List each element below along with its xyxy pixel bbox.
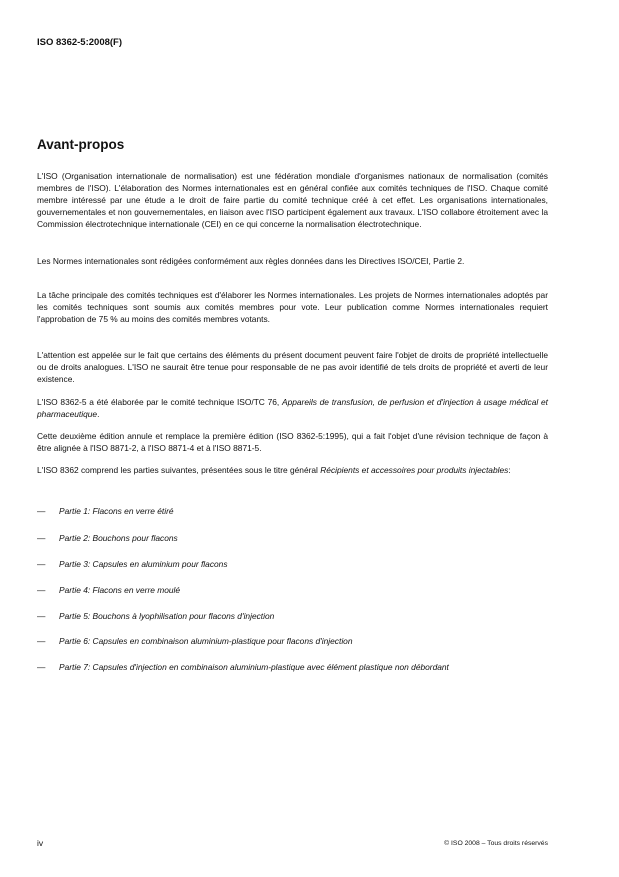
paragraph-iso-intro: L'ISO (Organisation internationale de normalisation) est une fédération mondiale d'organismes nationaux de normalisation (comités membres de l'ISO). L'élaboration des Normes internationales est en général confiée aux comités techniques de l'ISO. Chaque comité membre intéressé par une étude a le droit de faire partie du comité technique créé à cet effet. Les organisations internationales, gouvernementales et non gouvernementales, en liaison avec l'ISO participent également aux travaux. L'ISO collabore étroitement avec la Commission électrotechnique internationale (CEI) en ce qui concerne la normalisation électrotechnique. — [37, 171, 548, 229]
dash: — — [37, 533, 46, 543]
paragraph-edition: Cette deuxième édition annule et remplace la première édition (ISO 8362-5:1995), qui a fait l'objet d'une révision technique de façon à être alignée à l'ISO 8871-2, à l'ISO 8871-4 et à l'ISO 8871-5. — [37, 431, 548, 453]
dash: — — [37, 636, 46, 646]
general-title: Récipients et accessoires pour produits injectables — [320, 465, 509, 475]
paragraph-parts-intro — [37, 464, 548, 476]
dash: — — [37, 662, 46, 672]
document-id-header: ISO 8362-5:2008(F) — [37, 37, 123, 48]
part-label: Partie 3: Capsules en aluminium pour flacons — [59, 559, 228, 569]
part-label: Partie 5: Bouchons à lyophilisation pour flacons d'injection — [59, 611, 275, 621]
text: L'ISO 8362 comprend les parties suivantes, présentées sous le titre général — [37, 465, 321, 475]
list-item — [37, 584, 180, 596]
copyright-notice: © ISO 2008 – Tous droits réservés — [444, 840, 548, 847]
list-item — [37, 661, 449, 673]
paragraph-prepared-by — [37, 396, 548, 420]
text: : — [508, 465, 511, 475]
text: . — [97, 409, 100, 419]
part-label: Partie 1: Flacons en verre étiré — [59, 506, 174, 516]
part-label: Partie 7: Capsules d'injection en combinaison aluminium-plastique avec élément plastique non débordant — [59, 662, 449, 672]
list-item — [37, 532, 178, 544]
list-item — [37, 635, 353, 647]
committee-title: Appareils de transfusion, de perfusion et d'injection à usage médical et pharmaceutique — [37, 397, 548, 419]
section-title: Avant-propos — [37, 137, 125, 152]
dash: — — [37, 585, 46, 595]
paragraph-committee-task: La tâche principale des comités techniques est d'élaborer les Normes internationales. Les projets de Normes internationales adoptés par les comités techniques sont soumis aux comités membres pour vote. Leur publication comme Normes internationales requiert l'approbation de 75 % au moins des comités membres votants. — [37, 290, 548, 324]
part-label: Partie 2: Bouchons pour flacons — [59, 533, 178, 543]
list-item — [37, 558, 228, 570]
paragraph-patent-notice: L'attention est appelée sur le fait que certains des éléments du présent document peuvent faire l'objet de droits de propriété intellectuelle ou de droits analogues. L'ISO ne saurait être tenue pour responsable de ne pas avoir identifié de tels droits de propriété et averti de leur existence. — [37, 350, 548, 384]
page-number: iv — [37, 838, 44, 848]
part-label: Partie 4: Flacons en verre moulé — [59, 585, 181, 595]
text: L'ISO 8362-5 a été élaborée par le comité technique ISO/TC 76, — [37, 397, 282, 407]
list-item — [37, 505, 174, 517]
paragraph-directives: Les Normes internationales sont rédigées conformément aux règles données dans les Directives ISO/CEI, Partie 2. — [37, 256, 465, 266]
dash: — — [37, 506, 46, 516]
list-item — [37, 610, 274, 622]
part-label: Partie 6: Capsules en combinaison aluminium-plastique pour flacons d'injection — [59, 636, 353, 646]
dash: — — [37, 559, 46, 569]
dash: — — [37, 611, 46, 621]
